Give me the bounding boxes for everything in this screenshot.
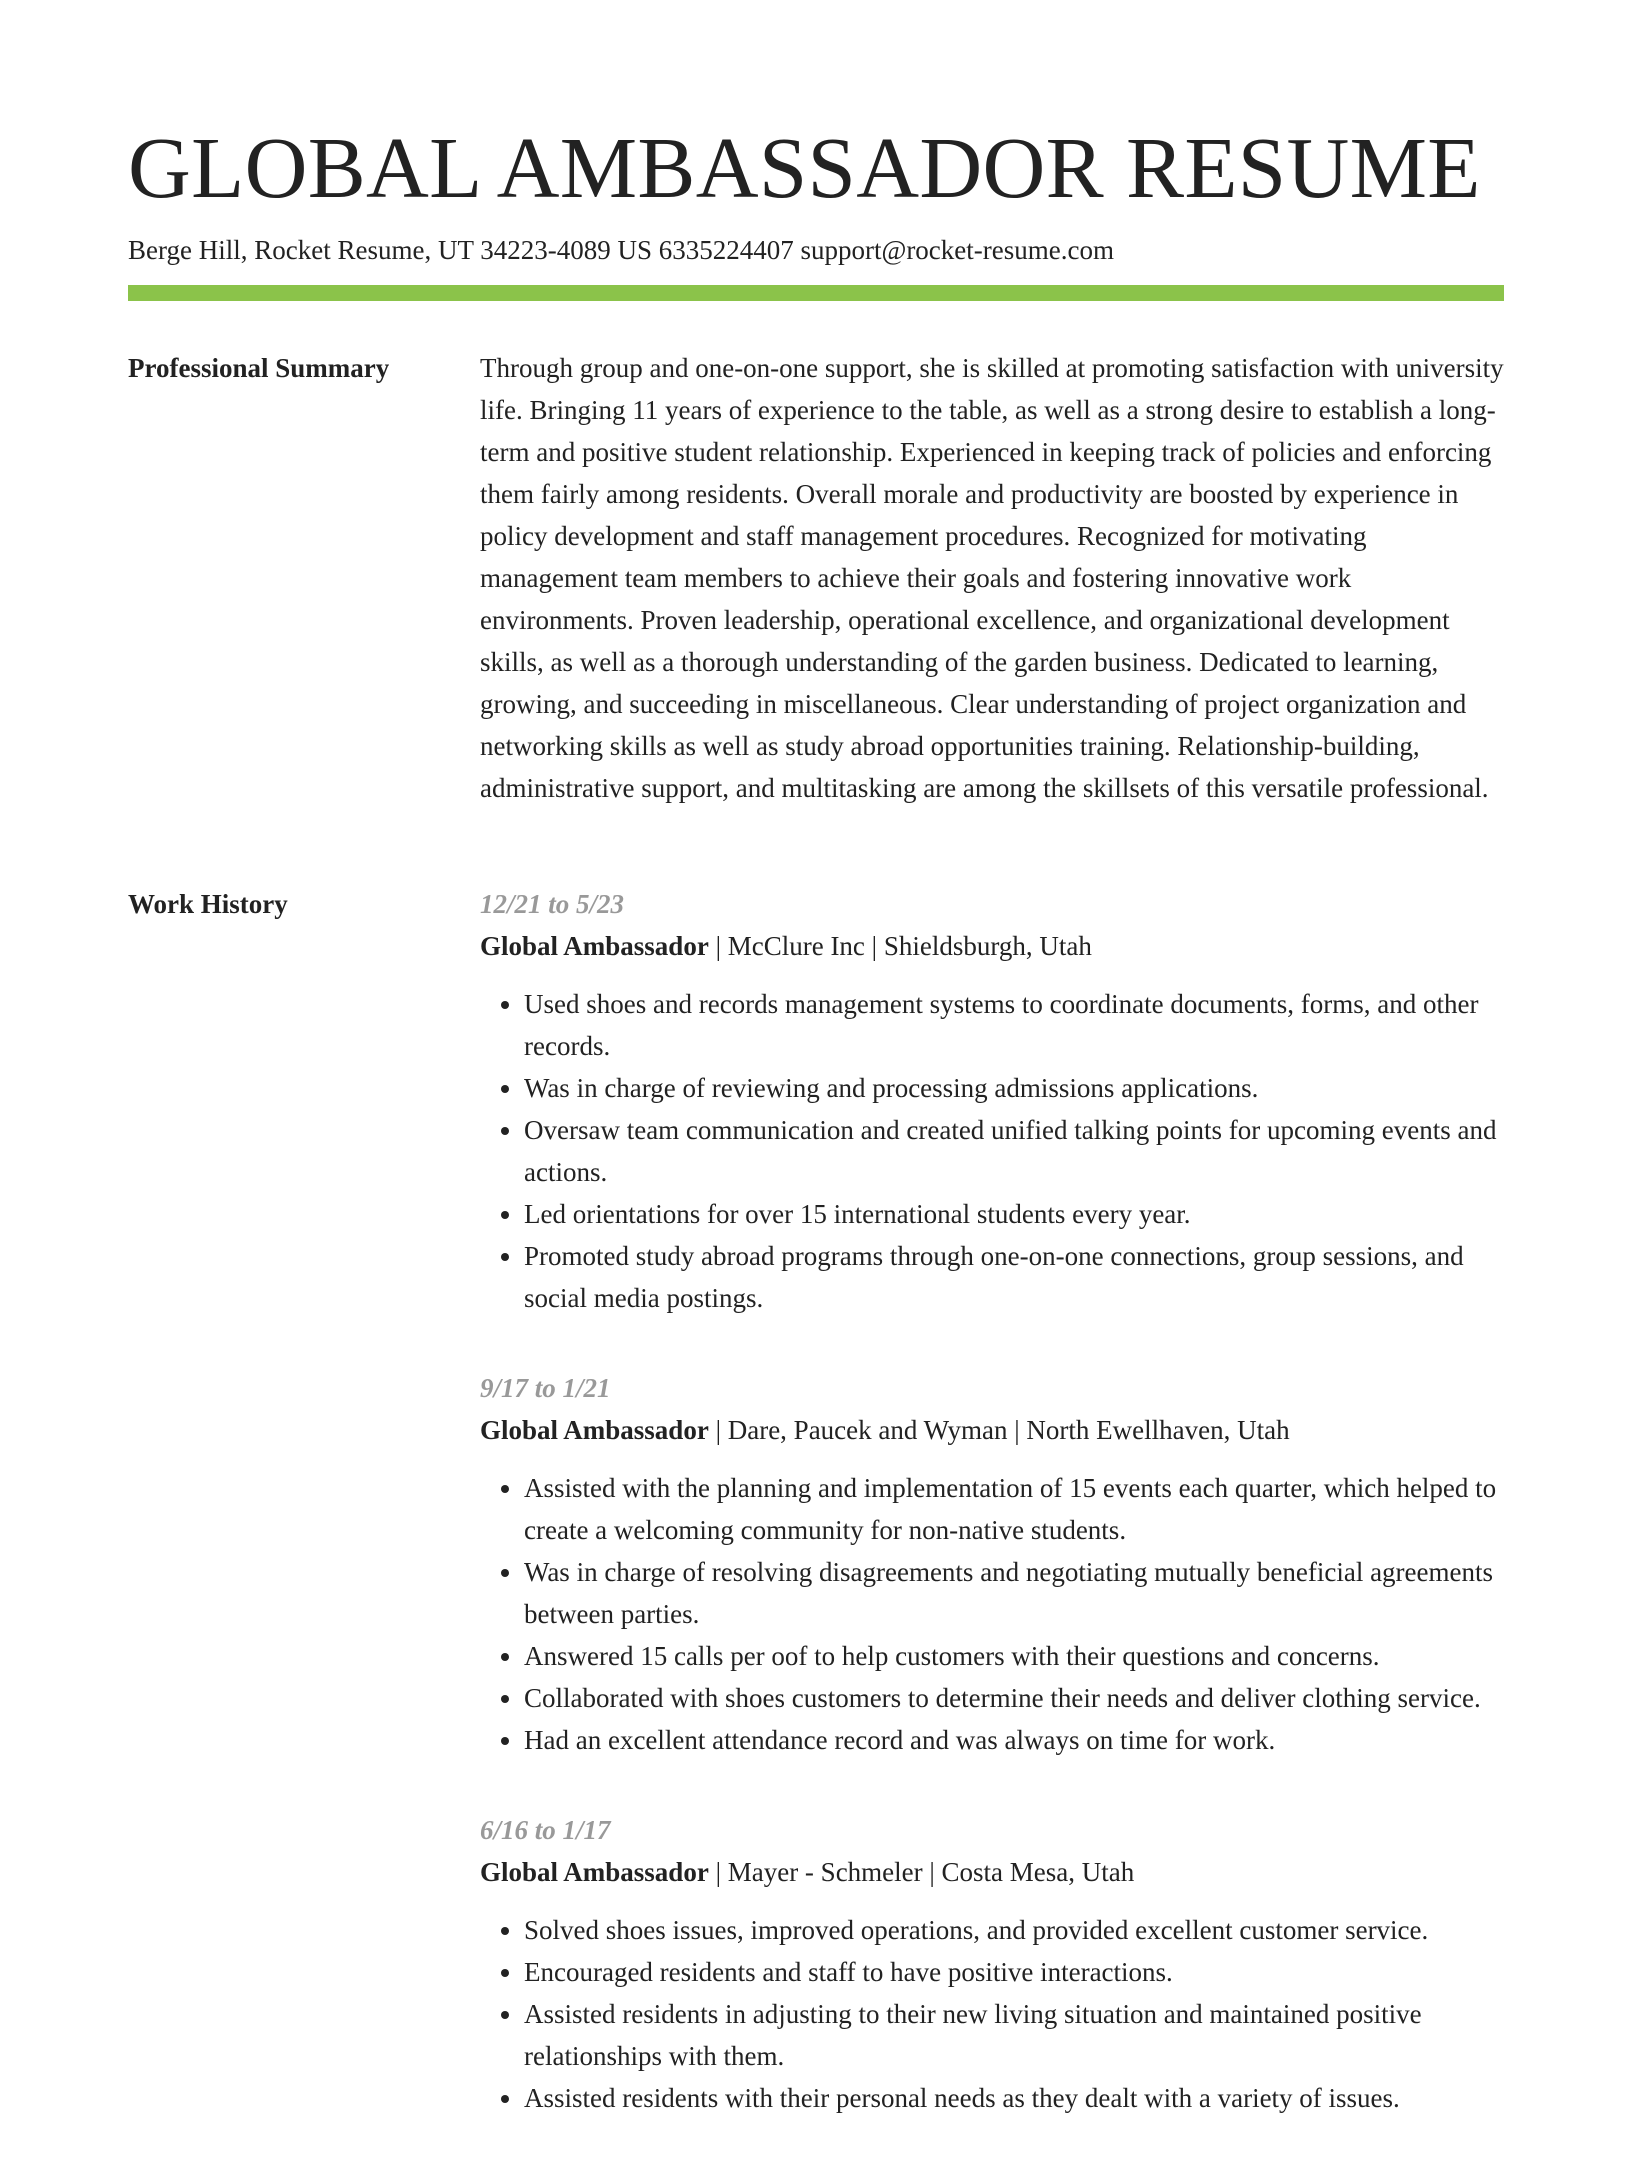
header-divider (128, 285, 1504, 301)
job-bullet: • Was in charge of resolving disagreements and negotiating mutually beneficial agreements between parties. (524, 1551, 1504, 1635)
job-bullet: • Encouraged residents and staff to have positive interactions. (524, 1951, 1504, 1993)
job-bullet: • Collaborated with shoes customers to determine their needs and deliver clothing service. (524, 1677, 1504, 1719)
job-bullet: • Used shoes and records management systems to coordinate documents, forms, and other records. (524, 983, 1504, 1067)
job-dates: 9/17 to 1/21 (480, 1373, 611, 1403)
job-header (480, 1851, 1504, 1893)
job-bullet: • Led orientations for over 15 international students every year. (524, 1193, 1504, 1235)
job-bullets (480, 983, 1504, 1319)
resume-title: GLOBAL AMBASSADOR RESUME (128, 119, 1481, 216)
job-entry (480, 1367, 1504, 1761)
contact-line: Berge Hill, Rocket Resume, UT 34223-4089 US 6335224407 support@rocket-resume.com (128, 235, 1114, 265)
job-header (480, 1409, 1504, 1451)
job-bullet: • Assisted with the planning and implementation of 15 events each quarter, which helped to create a welcoming community for non-native students. (524, 1467, 1504, 1551)
summary-text: Through group and one-on-one support, she is skilled at promoting satisfaction with university life. Bringing 11 years of experience to the table, as well as a strong desire to establish a long-term and positive student relationship. Experienced in keeping track of policies and enforcing them fairly among residents. Overall morale and productivity are boosted by experience in policy development and staff management procedures. Recognized for motivating management team members to achieve their goals and fostering innovative work environments. Proven leadership, operational excellence, and organizational development skills, as well as a thorough understanding of the garden business. Dedicated to learning, growing, and succeeding in miscellaneous. Clear understanding of project organization and networking skills as well as study abroad opportunities training. Relationship-building, administrative support, and multitasking are among the skillsets of this versatile professional. (480, 353, 1504, 803)
work-history-label: Work History (128, 889, 288, 919)
job-entry (480, 1809, 1504, 2119)
job-header (480, 925, 1504, 967)
summary-section (480, 347, 1504, 809)
job-dates: 12/21 to 5/23 (480, 889, 625, 919)
job-bullet: • Assisted residents in adjusting to their new living situation and maintained positive relationships with them. (524, 1993, 1504, 2077)
job-entry (480, 883, 1504, 1319)
job-bullet: • Oversaw team communication and created unified talking points for upcoming events and actions. (524, 1109, 1504, 1193)
job-details: | McClure Inc | Shieldsburgh, Utah (708, 931, 1092, 961)
job-bullet: • Answered 15 calls per oof to help customers with their questions and concerns. (524, 1635, 1504, 1677)
job-title: Global Ambassador (480, 1415, 709, 1445)
job-bullets (480, 1467, 1504, 1761)
job-bullet: • Assisted residents with their personal needs as they dealt with a variety of issues. (524, 2077, 1504, 2119)
job-title: Global Ambassador (480, 1857, 709, 1887)
job-title: Global Ambassador (480, 931, 709, 961)
work-history-section (480, 883, 1504, 2167)
summary-label: Professional Summary (128, 353, 390, 383)
job-bullets (480, 1909, 1504, 2119)
job-bullet: • Solved shoes issues, improved operations, and provided excellent customer service. (524, 1909, 1504, 1951)
job-dates: 6/16 to 1/17 (480, 1815, 611, 1845)
job-details: | Dare, Paucek and Wyman | North Ewellhaven, Utah (708, 1415, 1290, 1445)
job-details: | Mayer - Schmeler | Costa Mesa, Utah (708, 1857, 1135, 1887)
job-bullet: • Had an excellent attendance record and was always on time for work. (524, 1719, 1504, 1761)
job-bullet: • Promoted study abroad programs through one-on-one connections, group sessions, and social media postings. (524, 1235, 1504, 1319)
job-bullet: • Was in charge of reviewing and processing admissions applications. (524, 1067, 1504, 1109)
